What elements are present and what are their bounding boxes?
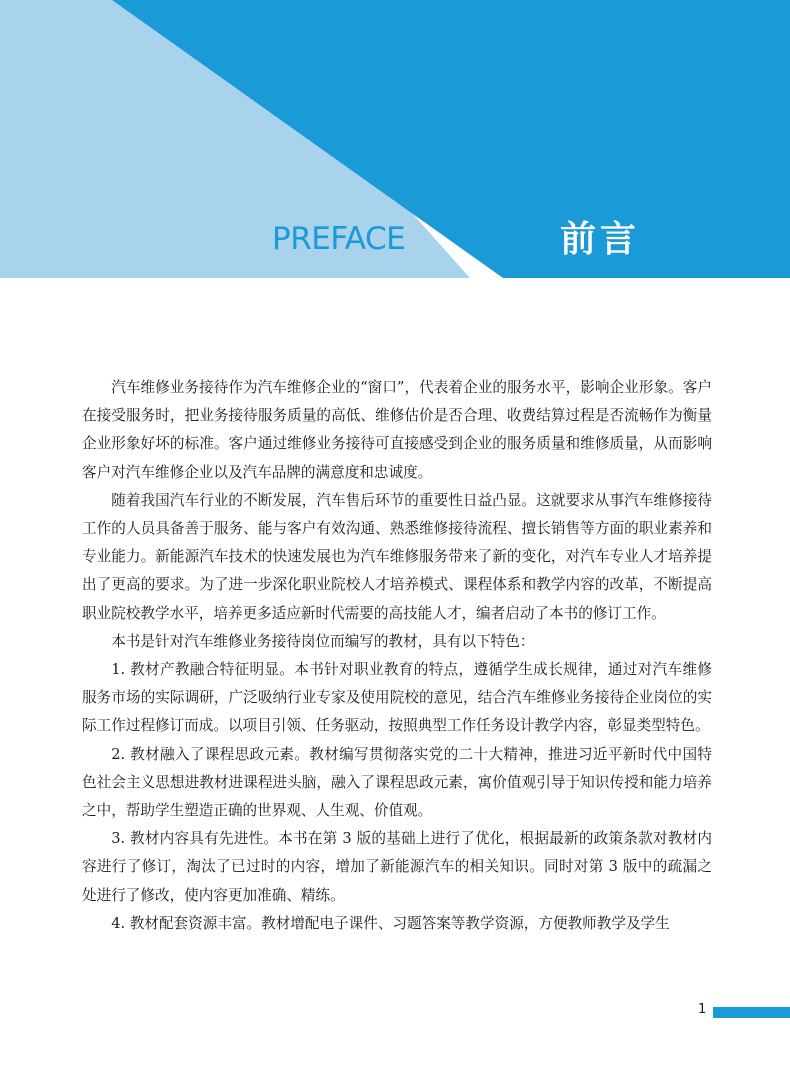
paragraph: 2. 教材融入了课程思政元素。教材编写贯彻落实党的二十大精神，推进习近平新时代中国特色社会主义思想进教材进课程进头脑，融入了课程思政元素，寓价值观引导于知识传授和能力培养之中，帮助学生塑造正确的世界观、人生观、价值观。 [82, 745, 712, 820]
paragraph: 随着我国汽车行业的不断发展，汽车售后环节的重要性日益凸显。这就要求从事汽车维修接待工作的人员具备善于服务、能与客户有效沟通、熟悉维修接待流程、擅长销售等方面的职业素养和专业能力。新能源汽车技术的快速发展也为汽车维修服务带来了新的变化，对汽车专业人才培养提出了更高的要求。为了进一步深化职业院校人才培养模式、课程体系和教学内容的改革，不断提高职业院校教学水平，培养更多适应新时代需要的高技能人才，编者启动了本书的修订工作。 [82, 491, 712, 622]
paragraph: 汽车维修业务接待作为汽车维修企业的“窗口”，代表着企业的服务水平，影响企业形象。客户在接受服务时，把业务接待服务质量的高低、维修估价是否合理、收费结算过程是否流畅作为衡量企业形象好坏的标准。客户通过维修业务接待可直接感受到企业的服务质量和维修质量，从而影响客户对汽车维修企业以及汽车品牌的满意度和忠诚度。 [82, 379, 712, 481]
paragraph: 本书是针对汽车维修业务接待岗位而编写的教材，具有以下特色： [111, 632, 535, 650]
paragraph: 4. 教材配套资源丰富。教材增配电子课件、习题答案等教学资源，方便教师教学及学生 [111, 914, 670, 932]
page-title: 前言 [560, 219, 641, 260]
page-number: 1 [698, 1002, 707, 1017]
paragraph: 1. 教材产教融合特征明显。本书针对职业教育的特点，遵循学生成长规律，通过对汽车维修服务市场的实际调研，广泛吸纳行业专家及使用院校的意见，结合汽车维修业务接待企业岗位的实际工作过程修订而成。以项目引领、任务驱动，按照典型工作任务设计教学内容，彰显类型特色。 [82, 661, 712, 735]
page-number-bar [713, 1007, 790, 1018]
paragraph: 3. 教材内容具有先进性。本书在第 3 版的基础上进行了优化，根据最新的政策条款对教材内容进行了修订，淘汰了已过时的内容，增加了新能源汽车的相关知识。同时对第 3 版中的疏漏之处进行了修改，使内容更加准确、精练。 [82, 830, 712, 904]
body-text [82, 374, 712, 938]
preface-label: PREFACE [272, 221, 406, 257]
